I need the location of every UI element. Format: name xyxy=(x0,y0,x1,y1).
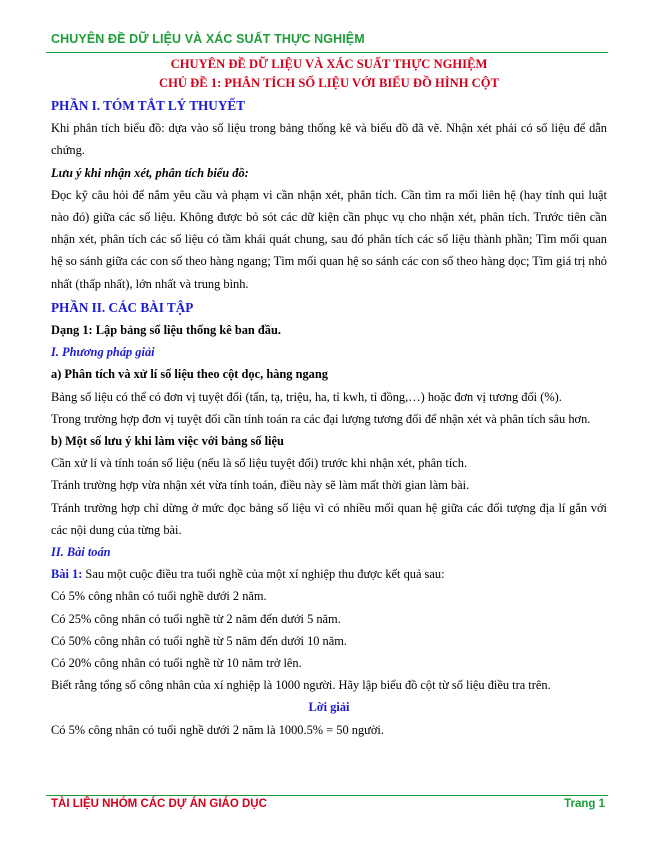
solution-heading: Lời giải xyxy=(308,700,350,715)
running-header: CHUYÊN ĐỀ DỮ LIỆU VÀ XÁC SUẤT THỰC NGHIỆM xyxy=(51,32,365,46)
section-a-heading: a) Phân tích và xử lí số liệu theo cột dọc, hàng ngang xyxy=(51,367,328,382)
percent-value: 5% xyxy=(68,722,86,737)
note-body: Đọc kỹ câu hỏi để nắm yêu cầu và phạm vi cần nhận xét, phân tích. Cần tìm ra mối liên hệ (hay tính qui luật nào đó) giữa các số liệu. Không được bỏ sót các dữ kiện cần phục vụ cho nhận xét, phân tích. Trước tiên cần nhận xét, phân tích các số liệu có tầm khái quát chung, sau đó phân tích các số liệu thành phần; Tìm mối quan hệ so sánh giữa các con số theo hàng ngang; Tìm mối quan hệ so sánh các con số theo hàng dọc; Tìm giá trị nhỏ nhất (thấp nhất), lớn nhất và trung bình. xyxy=(51,187,607,291)
document-subtitle: CHỦ ĐỀ 1: PHÂN TÍCH SỐ LIỆU VỚI BIỂU ĐỒ HÌNH CỘT xyxy=(159,76,499,90)
problem-1 xyxy=(51,563,607,585)
problem-1-label: Bài 1: xyxy=(51,567,83,582)
problem-1-item: Có 50% công nhân có tuổi nghề từ 5 năm đến dưới 10 năm. xyxy=(51,633,347,648)
document-title: CHUYÊN ĐỀ DỮ LIỆU VÀ XÁC SUẤT THỰC NGHIỆM xyxy=(170,57,488,71)
method-heading: I. Phương pháp giải xyxy=(51,345,155,360)
percent-value: 20% xyxy=(68,656,92,671)
footer-divider xyxy=(46,795,608,796)
percent-value: 5% xyxy=(68,589,86,604)
document-body xyxy=(51,55,607,741)
section-b-paragraph-2: Tránh trường hợp vừa nhận xét vừa tính toán, điều này sẽ làm mất thời gian làm bài. xyxy=(51,478,470,493)
note-heading: Lưu ý khi nhận xét, phân tích biểu đồ: xyxy=(51,165,249,180)
problem-1-item: Có 20% công nhân có tuổi nghề từ 10 năm trở lên. xyxy=(51,656,302,671)
problem-1-item: Có 5% công nhân có tuổi nghề dưới 2 năm. xyxy=(51,589,267,604)
problems-heading: II. Bài toán xyxy=(51,545,111,560)
footer-publisher: TÀI LIỆU NHÓM CÁC DỰ ÁN GIÁO DỤC xyxy=(51,798,267,810)
section-b-paragraph-3: Tránh trường hợp chỉ dừng ở mức đọc bảng số liệu vì có nhiều mối quan hệ giữa các đối tượng địa lí gắn với các nội dung của từng bài. xyxy=(51,500,607,537)
percent-value: 25% xyxy=(68,611,92,626)
math-expression: 1000.5% = 50 xyxy=(278,722,349,737)
problem-1-question: Biết rằng tổng số công nhân của xí nghiệp là 1000 người. Hãy lập biểu đồ cột từ số liệu điều tra trên. xyxy=(51,678,551,693)
type1-heading: Dạng 1: Lập bảng số liệu thống kê ban đầu. xyxy=(51,323,281,338)
part2-heading: PHẦN II. CÁC BÀI TẬP xyxy=(51,299,194,315)
section-b-heading: b) Một số lưu ý khi làm việc với bảng số liệu xyxy=(51,434,284,449)
section-b-paragraph-1: Cần xử lí và tính toán số liệu (nếu là số liệu tuyệt đối) trước khi nhận xét, phân tích. xyxy=(51,456,468,471)
solution-line: Có 5% công nhân có tuổi nghề dưới 2 năm là 1000.5% = 50 người. xyxy=(51,722,384,737)
part1-heading: PHẦN I. TÓM TẮT LÝ THUYẾT xyxy=(51,98,245,113)
percent-value: 50% xyxy=(68,633,92,648)
problem-1-item: Có 25% công nhân có tuổi nghề từ 2 năm đến dưới 5 năm. xyxy=(51,611,341,626)
header-divider xyxy=(46,52,608,53)
page-number: Trang 1 xyxy=(564,798,605,810)
section-a-paragraph-1: Bảng số liệu có thể có đơn vị tuyệt đối (tấn, tạ, triệu, ha, tỉ kwh, tỉ đồng,…) hoặc đơn vị tương đối (%). xyxy=(51,389,562,404)
part1-intro: Khi phân tích biểu đồ: dựa vào số liệu trong bảng thống kê và biểu đồ đã vẽ. Nhận xét phải có số liệu để dẫn chứng. xyxy=(51,121,607,158)
section-a-paragraph-2: Trong trường hợp đơn vị tuyệt đối cần tính toán ra các đại lượng tương đối để nhận xét và phân tích sâu hơn. xyxy=(51,411,591,426)
problem-1-text: Sau một cuộc điều tra tuổi nghề của một xí nghiệp thu được kết quả sau: xyxy=(82,567,445,582)
